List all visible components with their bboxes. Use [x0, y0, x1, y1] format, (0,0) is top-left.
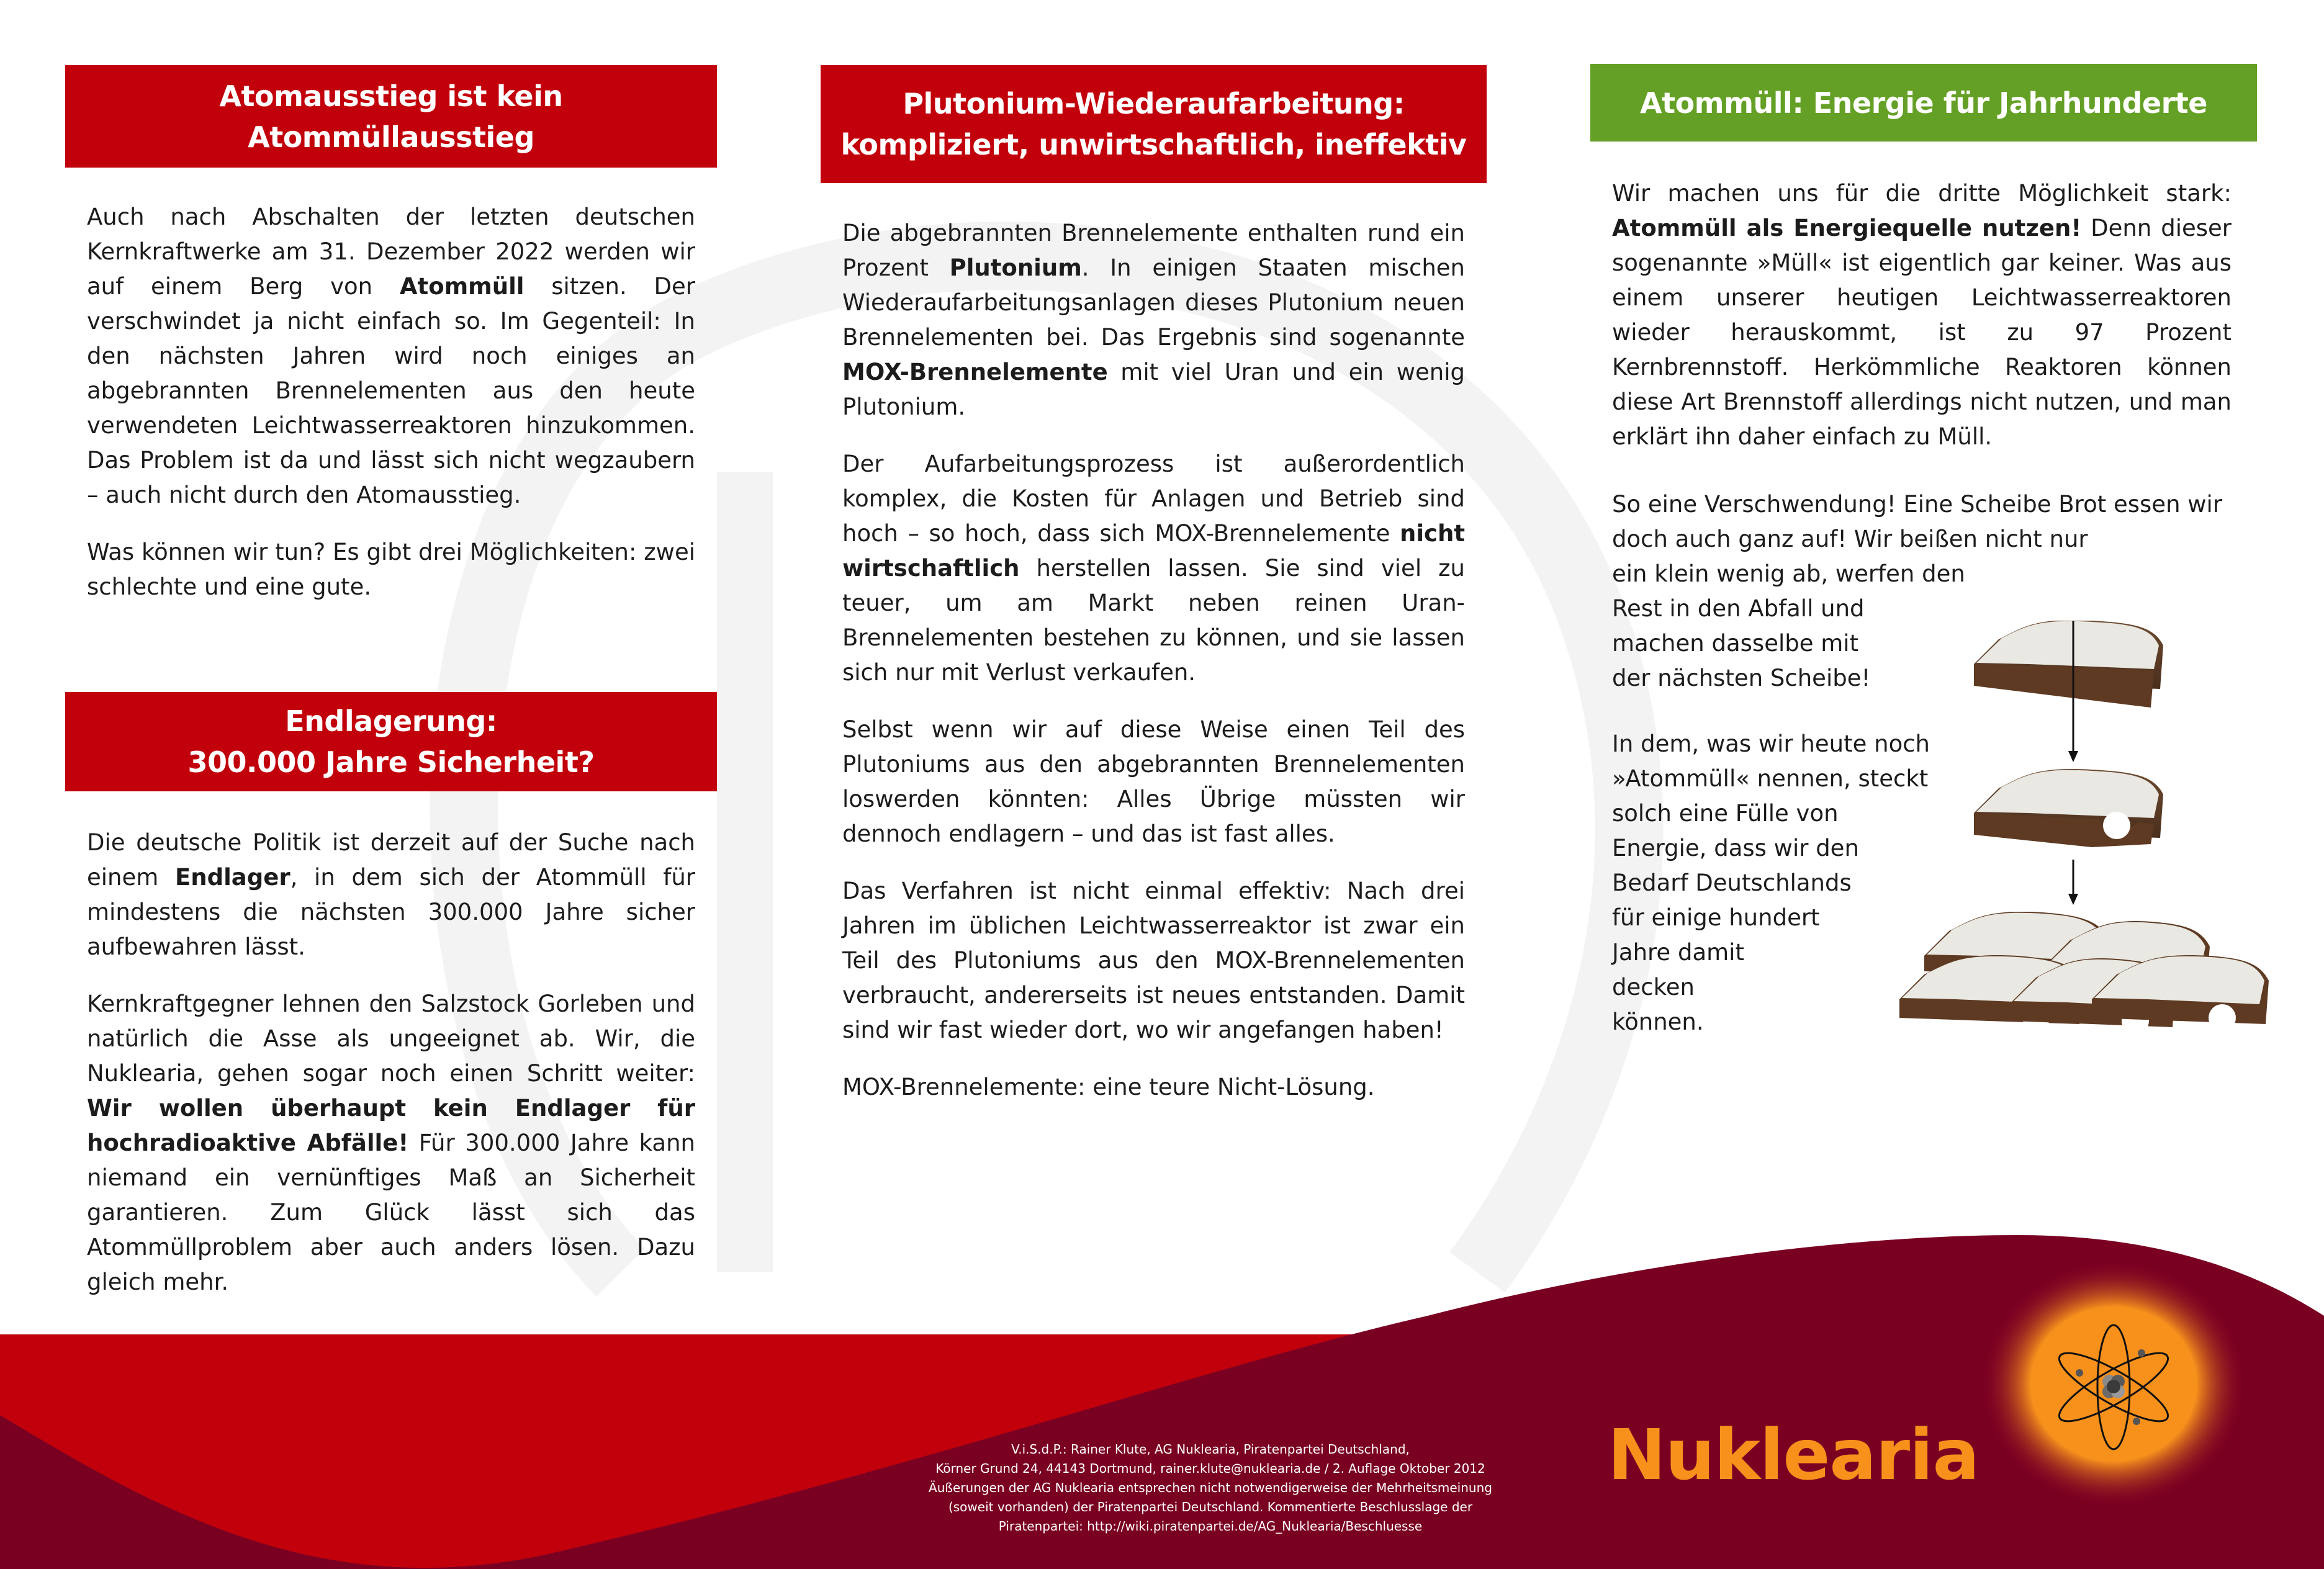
header-line: Atommüllausstieg: [248, 120, 534, 154]
atom-icon: [2042, 1316, 2185, 1459]
line: So eine Verschwendung! Eine Scheibe Brot essen wir: [1612, 491, 2223, 518]
line: solch eine Fülle von: [1612, 800, 1839, 827]
emphasis: nicht wirtschaftlich: [842, 520, 1465, 582]
emphasis: Atommüll: [399, 273, 525, 300]
paragraph: Wir machen uns für die dritte Möglichkeit stark: Atommüll als Energiequelle nutzen! Denn dieser sogenannte »Müll« ist eigentlich gar keiner. Was aus einem unserer heutigen Leichtwasserreaktoren wieder herauskommt, ist zu 97 Prozent Kernbrennstoff. Herkömmliche Reaktoren können diese Art Brennstoff allerdings nicht nutzen, und man erklärt ihn daher einfach zu Müll.: [1612, 180, 2232, 450]
bread-slice-bitten: [1974, 769, 2163, 847]
credit-line: V.i.S.d.P.: Rainer Klute, AG Nuklearia, Piratenpartei Deutschland,: [1011, 1442, 1410, 1457]
footer-credits: [857, 1440, 1564, 1536]
line: decken: [1612, 974, 1695, 1000]
emphasis: Atommüll als Energiequelle nutzen!: [1612, 215, 2082, 241]
section-header-energie: [1590, 64, 2257, 142]
line: Bedarf Deutschlands: [1612, 870, 1852, 896]
line: In dem, was wir heute noch: [1612, 731, 1930, 757]
bread-slice-whole: [1974, 621, 2163, 708]
line: »Atommüll« nennen, steckt: [1612, 765, 1929, 792]
section-body-endlagerung: [87, 825, 695, 1322]
line: können.: [1612, 1009, 1704, 1035]
paragraph: Auch nach Abschalten der letzten deutschen Kernkraftwerke am 31. Dezember 2022 werden wir auf einem Berg von Atommüll sitzen. Der verschwindet ja nicht einfach so. Im Gegenteil: In den nächsten Jahren wird noch einiges an abgebrannten Brennelementen aus den heute verwendeten Leichtwasserreaktoren hinzukommen. Das Problem ist da und lässt sich nicht wegzaubern – auch nicht durch den Atomausstieg.: [87, 204, 695, 508]
section-body-atomausstieg: [87, 200, 695, 627]
emphasis: MOX-Brennelemente: [842, 359, 1108, 385]
credit-line: Äußerungen der AG Nuklearia entsprechen nicht notwendigerweise der Mehrheitsmeinung: [929, 1480, 1492, 1495]
section-body-energie: [1612, 176, 2232, 477]
paragraph: Die deutsche Politik ist derzeit auf der Suche nach einem Endlager, in dem sich der Atommüll für mindestens die nächsten 300.000 Jahre sicher aufbewahren lässt.: [87, 829, 695, 960]
header-line: Endlagerung:: [285, 704, 497, 738]
line: Energie, dass wir den: [1612, 835, 1859, 861]
atom-nucleus: [2102, 1375, 2125, 1398]
credit-line: (soweit vorhanden) der Piratenpartei Deutschland. Kommentierte Beschlusslage der: [948, 1499, 1473, 1514]
section-body-plutonium: [842, 216, 1465, 1127]
paragraph: Selbst wenn wir auf diese Weise einen Teil des Plutoniums aus den abgebrannten Brennelementen loswerden könnten: Alles Übrige müssten wir dennoch endlagern – und das ist fast alles.: [842, 716, 1465, 847]
paragraph: Kernkraftgegner lehnen den Salzstock Gorleben und natürlich die Asse als ungeeignet ab. Wir, die Nuklearia, gehen sogar noch einen Schritt weiter: Wir wollen überhaupt kein Endlager für hochradioaktive Abfälle! Für 300.000 Jahre kann niemand ein vernünftiges Maß an Sicherheit garantieren. Zum Glück lässt sich das Atommüllproblem aber auch anders lösen. Dazu gleich mehr.: [87, 991, 695, 1295]
emphasis: Endlager: [175, 864, 290, 891]
section-header-plutonium: [821, 65, 1487, 183]
credit-line: Piratenpartei: http://wiki.piratenpartei.de/AG_Nuklearia/Beschluesse: [998, 1519, 1423, 1534]
bread-slices-stack: [1899, 912, 2269, 1035]
arrow-down-icon: [2068, 860, 2078, 905]
paragraph: MOX-Brennelemente: eine teure Nicht-Lösung.: [842, 1074, 1375, 1100]
paragraph: Das Verfahren ist nicht einmal effektiv: Nach drei Jahren im üblichen Leichtwasserreaktor ist zwar ein Teil des Plutoniums aus den MOX-Brennelementen verbraucht, andererseits ist neues entstanden. Damit sind wir fast wieder dort, wo wir angefangen haben!: [842, 878, 1465, 1043]
header-line: Atommüll: Energie für Jahrhunderte: [1639, 86, 2207, 120]
emphasis: Wir wollen überhaupt kein Endlager für hochradioaktive Abfälle!: [87, 1095, 695, 1156]
header-line: Atomausstieg ist kein: [219, 79, 563, 113]
line: machen dasselbe mit: [1612, 630, 1859, 657]
paragraph: Der Aufarbeitungsprozess ist außerordentlich komplex, die Kosten für Anlagen und Betrieb sind hoch – so hoch, dass sich MOX-Brennelemente nicht wirtschaftlich herstellen lassen. Sie sind viel zu teuer, um am Markt neben reinen Uran-Brennelementen bestehen zu können, und sie lassen sich nur mit Verlust verkaufen.: [842, 451, 1465, 686]
nuklearia-logo-text: Nuklearia: [1608, 1415, 1979, 1496]
line: Jahre damit: [1612, 939, 1744, 966]
line: ein klein wenig ab, werfen den: [1612, 560, 1965, 587]
paragraph: Was können wir tun? Es gibt drei Möglichkeiten: zwei schlechte und eine gute.: [87, 539, 695, 600]
paragraph: Die abgebrannten Brennelemente enthalten rund ein Prozent Plutonium. In einigen Staaten mischen Wiederaufarbeitungsanlagen dieses Plutonium neuen Brennelementen bei. Das Ergebnis sind sogenannte MOX-Brennelemente mit viel Uran und ein wenig Plutonium.: [842, 220, 1466, 420]
header-line: kompliziert, unwirtschaftlich, ineffektiv: [840, 128, 1467, 161]
line: Rest in den Abfall und: [1612, 595, 1865, 622]
header-line: Plutonium-Wiederaufarbeitung:: [903, 87, 1405, 120]
line: der nächsten Scheibe!: [1612, 665, 1871, 691]
line: für einige hundert: [1612, 904, 1820, 931]
section-header-endlagerung: [65, 692, 717, 791]
section-header-atomausstieg: [65, 65, 717, 168]
line: doch auch ganz auf! Wir beißen nicht nur: [1612, 526, 2088, 552]
credit-line: Körner Grund 24, 44143 Dortmund, rainer.klute@nuklearia.de / 2. Auflage Oktober 2012: [935, 1461, 1485, 1476]
bread-illustration: [1887, 621, 2284, 1167]
header-line: 300.000 Jahre Sicherheit?: [187, 745, 595, 779]
emphasis: Plutonium: [949, 254, 1082, 281]
